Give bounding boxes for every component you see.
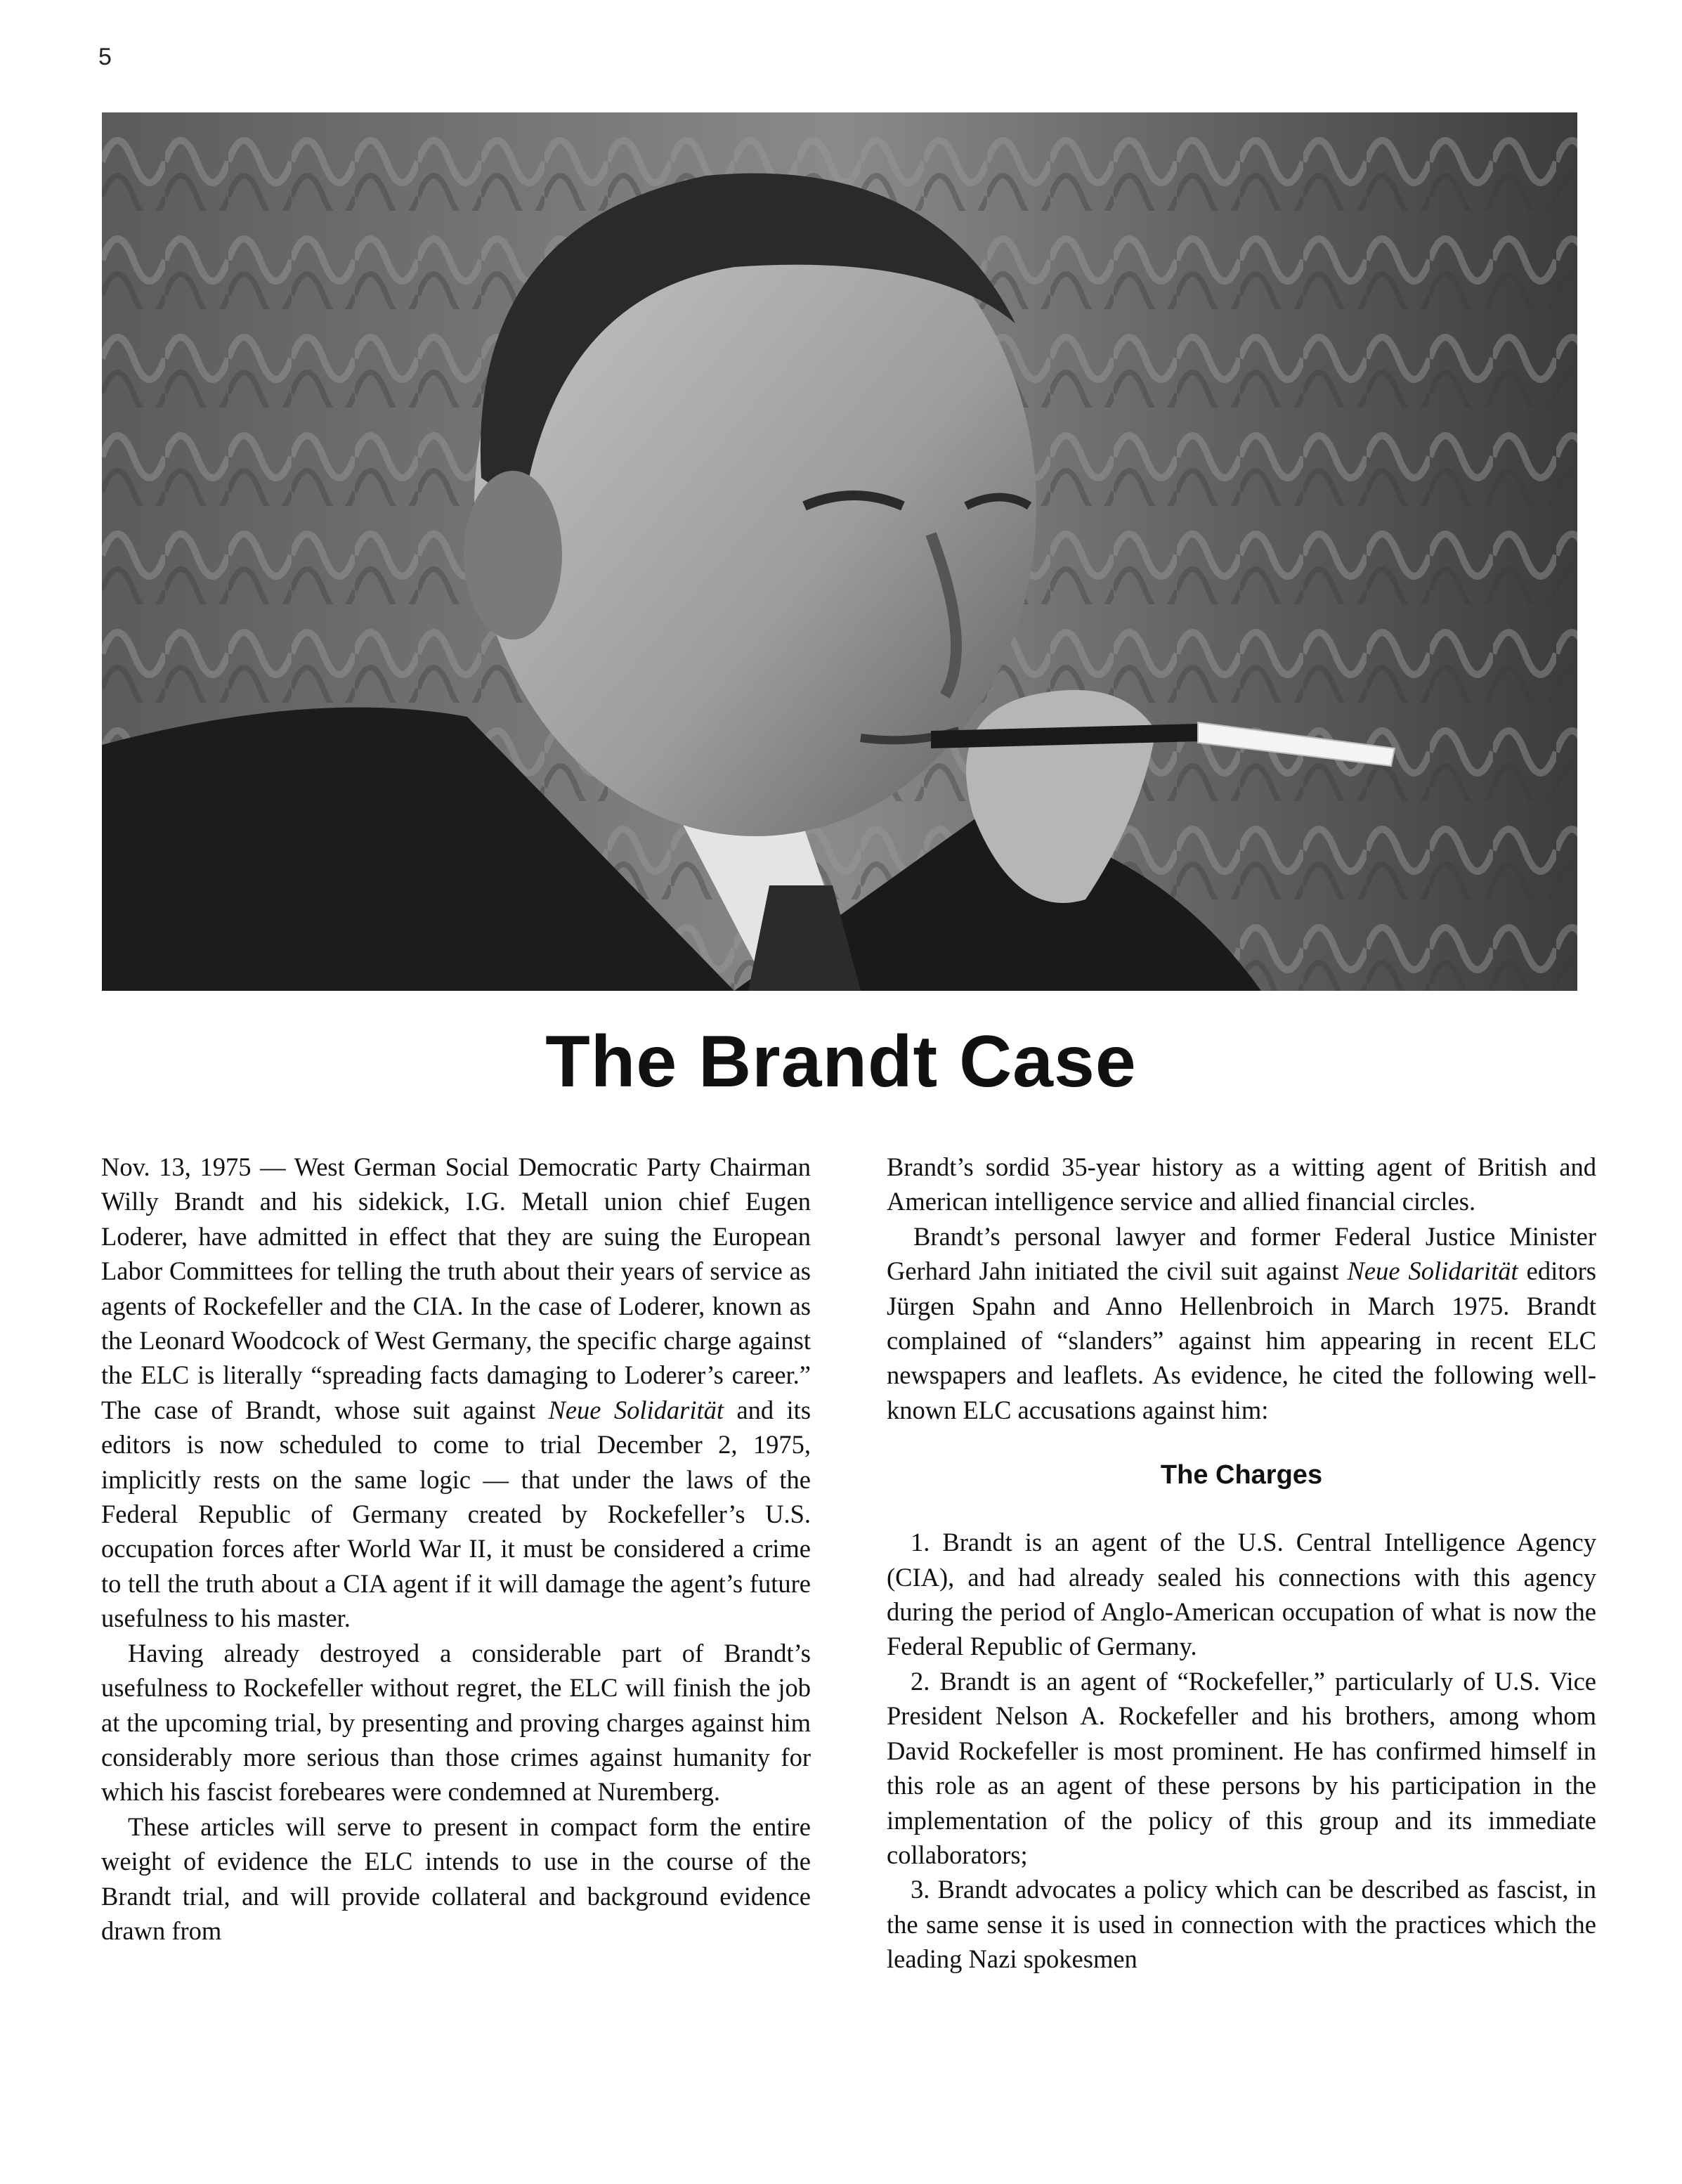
headline: The Brandt Case — [545, 1021, 1137, 1103]
paragraph: These articles will serve to present in compact form the entire weight of evidence the ELC intends to use in the course of the Brandt trial, and will provide collateral and background evidence drawn from — [101, 1812, 811, 1945]
paragraph: Having already destroyed a considerable part of Brandt’s usefulness to Rockefeller without regret, the ELC will finish the job at the upcoming trial, by presenting and proving charges against him considerably more serious than those crimes against humanity for which his fascist forebeares were condemned at Nuremberg. — [101, 1638, 811, 1807]
paragraph: Brandt’s personal lawyer and former Federal Justice Minister Gerhard Jahn initiated the civil suit against Neue Solidarität editors Jürgen Spahn and Anno Hellenbroich in March 1975. Brandt complained of “slanders” against him appearing in recent ELC newspapers and leaflets. As evidence, he cited the following well-known ELC accusations against him: — [887, 1221, 1597, 1424]
section-subheading: The Charges — [1160, 1460, 1323, 1490]
left-column — [101, 1150, 811, 1948]
portrait-illustration — [102, 112, 1577, 991]
portrait-photo — [102, 112, 1577, 991]
paragraph: Nov. 13, 1975 — West German Social Democratic Party Chairman Willy Brandt and his sidekick, I.G. Metall union chief Eugen Loderer, have admitted in effect that they are suing the European Labor Committees for telling the truth about their years of service as agents of Rockefeller and the CIA. In the case of Loderer, known as the Leonard Woodcock of West Germany, the specific charge against the ELC is literally “spreading facts damaging to Loderer’s career.” The case of Brandt, whose suit against Neue Solidarität and its editors is now scheduled to come to trial December 2, 1975, implicitly rests on the same logic — that under the laws of the Federal Republic of Germany created by Rockefeller’s U.S. occupation forces after World War II, it must be considered a crime to tell the truth about a CIA agent if it will damage the agent’s future usefulness to his master. — [101, 1152, 811, 1633]
paragraph: Brandt’s sordid 35-year history as a witting agent of British and American intelligence service and allied financial circles. — [887, 1152, 1596, 1216]
charge-item: 2. Brandt is an agent of “Rockefeller,” particularly of U.S. Vice President Nelson A. Rockefeller and his brothers, among whom David Rockefeller is most prominent. He has confirmed himself in this role as an agent of these persons by his participation in the implementation of the policy of this group and its immediate collaborators; — [887, 1666, 1596, 1869]
charge-item: 3. Brandt advocates a policy which can be described as fascist, in the same sense it is used in connection with the practices which the leading Nazi spokesmen — [887, 1875, 1596, 1974]
charge-item: 1. Brandt is an agent of the U.S. Central Intelligence Agency (CIA), and had already sealed his connections with this agency during the period of Anglo-American occupation of what is now the Federal Republic of Germany. — [887, 1528, 1596, 1661]
right-column — [887, 1150, 1596, 1977]
page-number: 5 — [98, 44, 112, 70]
